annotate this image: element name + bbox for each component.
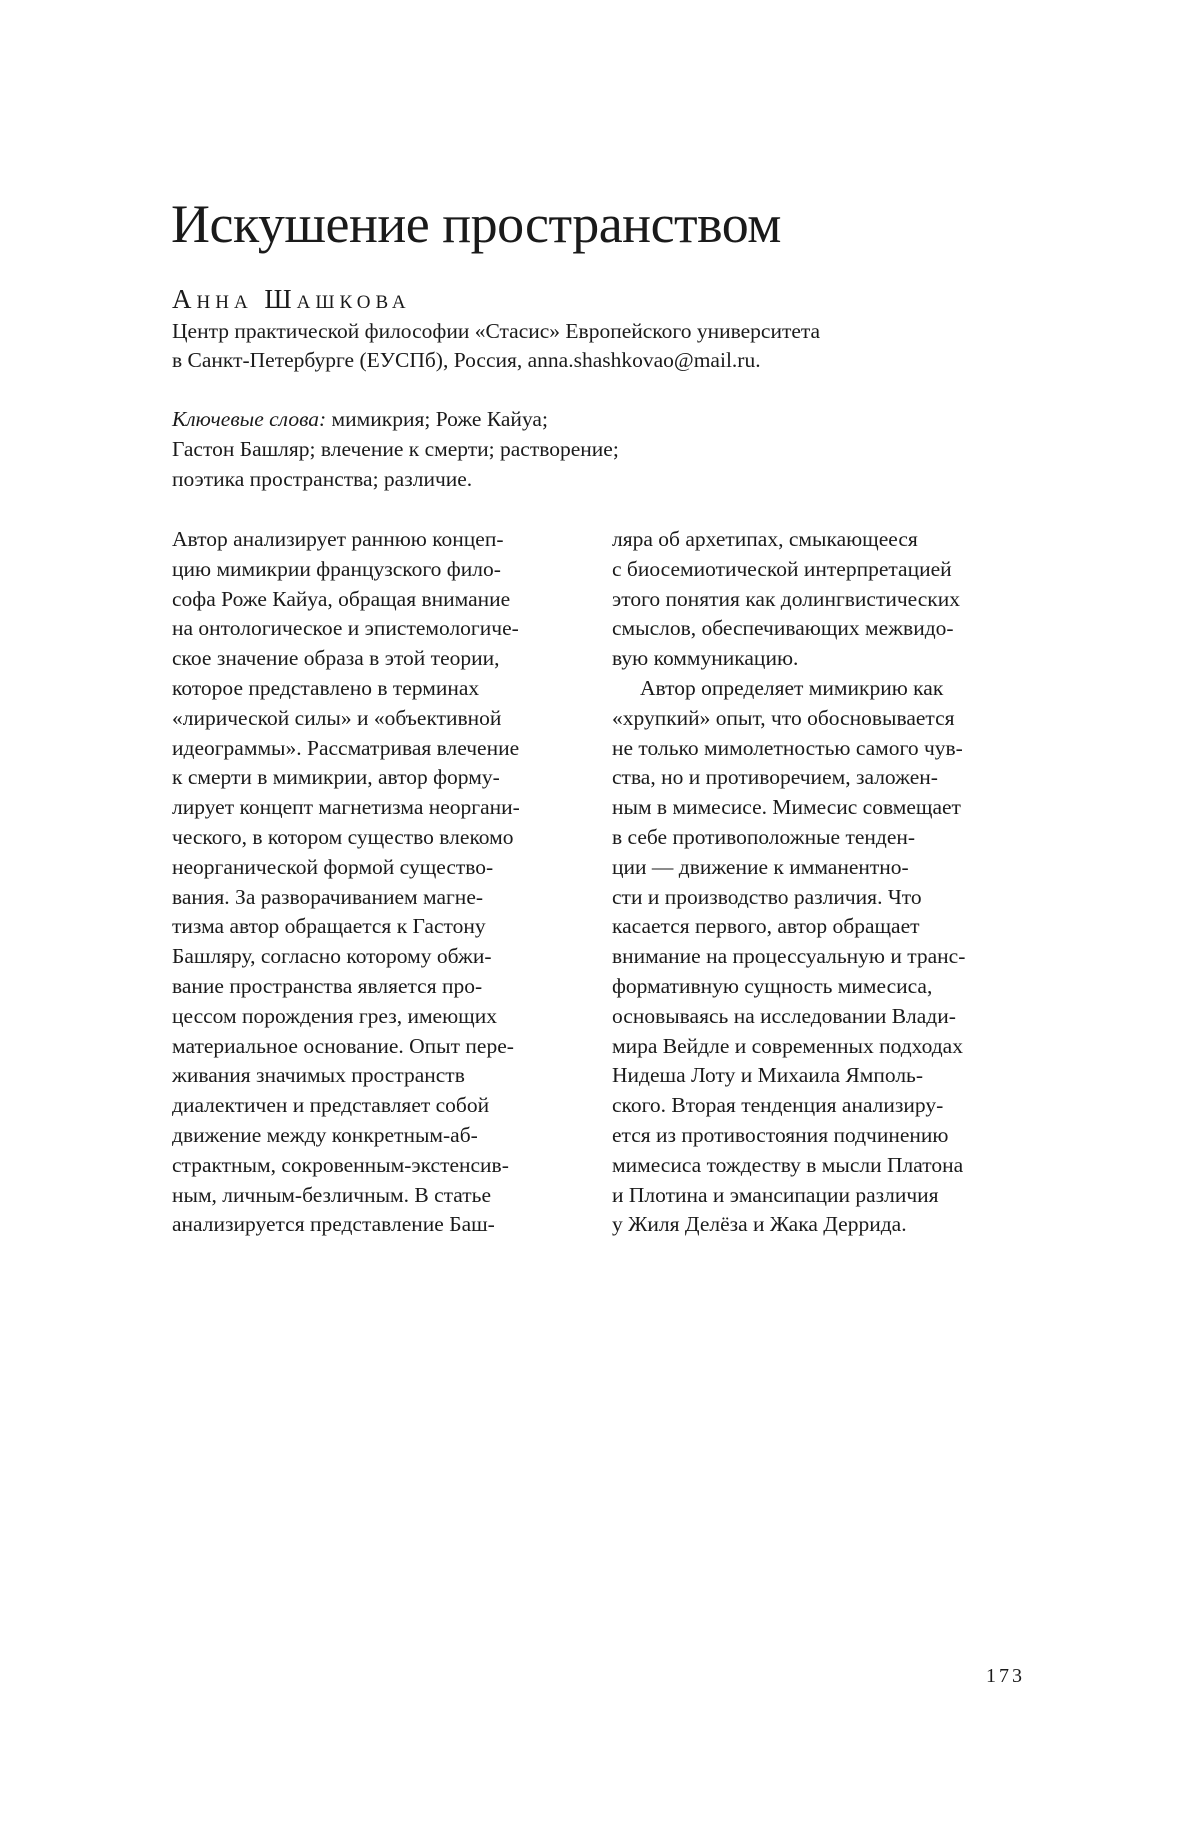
- keywords-text: мимикрия; Роже Кайуа;: [326, 407, 548, 431]
- abstract-line: ческого, в котором существо влекомо: [172, 824, 514, 849]
- abstract-line: мимесиса тождеству в мысли Платона: [612, 1152, 964, 1177]
- abstract-line: к смерти в мимикрии, автор форму-: [172, 765, 500, 790]
- abstract-line: Нидеша Лоту и Михаила Ямполь-: [612, 1063, 924, 1088]
- abstract-paragraph-start: Автор определяет мимикрию как: [640, 675, 944, 700]
- abstract-line: лирует концепт магнетизма неоргани-: [172, 795, 520, 820]
- abstract-line: основываясь на исследовании Влади-: [612, 1003, 956, 1028]
- abstract-line: ское значение образа в этой теории,: [172, 646, 500, 671]
- affiliation-line: Центр практической философии «Стасис» Европейского университета: [172, 319, 821, 343]
- abstract-line: с биосемиотической интерпретацией: [612, 556, 952, 581]
- author-name: Анна Шашкова: [172, 284, 411, 314]
- author-affiliation: [172, 317, 972, 375]
- abstract-line: ляра об архетипах, смыкающееся: [612, 527, 918, 551]
- abstract-line: сти и производство различия. Что: [612, 884, 922, 909]
- abstract-line: движение между конкретным-аб-: [172, 1122, 478, 1147]
- affiliation-line: в Санкт-Петербурге (ЕУСПб), Россия, anna.shashkovao@mail.ru.: [172, 348, 761, 372]
- abstract-line: касается первого, автор обращает: [612, 914, 920, 939]
- abstract-line: ского. Вторая тенденция анализиру-: [612, 1093, 944, 1118]
- abstract-line: формативную сущность мимесиса,: [612, 973, 933, 998]
- abstract-line: Башляру, согласно которому обжи-: [172, 944, 492, 969]
- abstract-column-right: [612, 525, 1012, 1240]
- abstract-line: не только мимолетностью самого чув-: [612, 735, 963, 760]
- abstract-line: идеограммы». Рассматривая влечение: [172, 735, 520, 760]
- abstract-line: анализируется представление Баш-: [172, 1212, 495, 1237]
- abstract-line: ции — движение к имманентно-: [612, 854, 909, 879]
- abstract-line: вую коммуникацию.: [612, 646, 799, 671]
- abstract-line: у Жиля Делёза и Жака Деррида.: [612, 1212, 907, 1237]
- abstract-line: неорганической формой существо-: [172, 854, 494, 879]
- abstract-line: внимание на процессуальную и транс-: [612, 944, 966, 969]
- keywords-line: [172, 404, 972, 434]
- abstract-line: живания значимых пространств: [172, 1063, 465, 1088]
- keywords-label: Ключевые слова:: [172, 407, 327, 431]
- abstract-line: ным, личным-безличным. В статье: [172, 1182, 492, 1207]
- abstract-line: вания. За разворачиванием магне-: [172, 884, 484, 909]
- abstract-line: ется из противостояния подчинению: [612, 1122, 949, 1147]
- abstract-line: софа Роже Кайуа, обращая внимание: [172, 586, 511, 611]
- abstract-line: смыслов, обеспечивающих межвидо-: [612, 616, 954, 641]
- abstract-line: мира Вейдле и современных подходах: [612, 1033, 963, 1058]
- abstract-line: «хрупкий» опыт, что обосновывается: [612, 705, 955, 730]
- article-title: Искушение пространством: [171, 194, 781, 254]
- abstract-line: диалектичен и представляет собой: [172, 1093, 490, 1118]
- abstract-line: «лирической силы» и «объективной: [172, 705, 502, 730]
- abstract-line: страктным, сокровенным-экстенсив-: [172, 1152, 509, 1177]
- abstract-line: цию мимикрии французского фило-: [172, 556, 501, 581]
- abstract-line: на онтологическое и эпистемологиче-: [172, 616, 519, 641]
- abstract-line: которое представлено в терминах: [172, 675, 480, 700]
- keywords-block: [172, 404, 972, 494]
- abstract-line: ства, но и противоречием, заложен-: [612, 765, 938, 790]
- abstract-column-left: [172, 525, 572, 1240]
- abstract-line: этого понятия как долингвистических: [612, 586, 960, 611]
- abstract-line: материальное основание. Опыт пере-: [172, 1033, 514, 1058]
- abstract-line: тизма автор обращается к Гастону: [172, 914, 486, 939]
- abstract-line: вание пространства является про-: [172, 973, 483, 998]
- abstract-line: в себе противоположные тенден-: [612, 824, 916, 849]
- abstract-line: ным в мимесисе. Мимесис совмещает: [612, 795, 961, 820]
- keywords-line: Гастон Башляр; влечение к смерти; растворение;: [172, 437, 619, 461]
- abstract-line: цессом порождения грез, имеющих: [172, 1003, 497, 1028]
- keywords-line: поэтика пространства; различие.: [172, 467, 473, 491]
- abstract-line: и Плотина и эмансипации различия: [612, 1182, 939, 1207]
- abstract-line: Автор анализирует раннюю концеп-: [172, 527, 504, 551]
- page-number: 173: [986, 1665, 1025, 1687]
